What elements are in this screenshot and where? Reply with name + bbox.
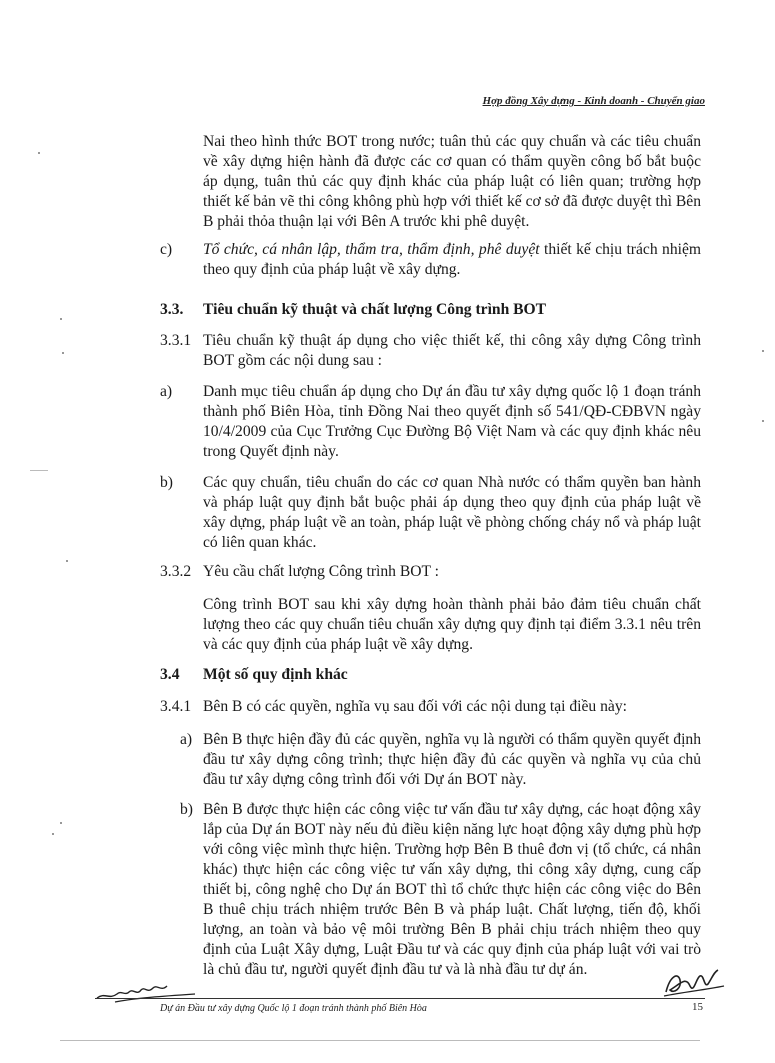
footer-project-name: Dự án Đầu tư xây dựng Quốc lộ 1 đoạn tránh thành phố Biên Hòa: [160, 1003, 427, 1014]
scan-speck: [60, 822, 62, 824]
subsection-3-3-2-number: 3.3.2: [160, 563, 192, 580]
initials-signature-right: [660, 966, 730, 1000]
scan-speck: [762, 350, 764, 352]
item-b1-label: b): [160, 474, 173, 491]
subsection-3-3-1-text: Tiêu chuẩn kỹ thuật áp dụng cho việc thiết kế, thi công xây dựng Công trình BOT gồm các nội dung sau :: [203, 332, 701, 369]
item-c-rest: thiết kế chịu trách nhiệm theo quy định của pháp luật về xây dựng.: [203, 241, 701, 278]
scan-speck: [60, 318, 62, 320]
item-c-italic: Tổ chức, cá nhân lập, thẩm tra, thẩm định, phê duyệt: [203, 241, 540, 258]
section-3-3-number: 3.3.: [160, 301, 184, 318]
subsection-3-3-1-number: 3.3.1: [160, 332, 192, 349]
section-3-4-number: 3.4: [160, 666, 180, 683]
scan-speck: [66, 560, 68, 562]
scan-mark: [30, 470, 48, 471]
section-3-3-title: Tiêu chuẩn kỹ thuật và chất lượng Công trình BOT: [203, 301, 547, 318]
item-c-label: c): [160, 241, 173, 258]
scan-speck: [62, 352, 64, 354]
item-a1-text: Danh mục tiêu chuẩn áp dụng cho Dự án đầu tư xây dựng quốc lộ 1 đoạn tránh thành phố Biên Hòa, tỉnh Đồng Nai theo quyết định số 541/QĐ-CĐBVN ngày 10/4/2009 của Cục Trưởng Cục Đường Bộ Việt Nam và các quy định khác nêu trong Quyết định này.: [203, 383, 701, 460]
subsection-3-4-1-text: Bên B có các quyền, nghĩa vụ sau đối với các nội dung tại điều này:: [203, 698, 627, 715]
page-number: 15: [692, 1001, 703, 1013]
section-3-4-title: Một số quy định khác: [203, 666, 348, 683]
initials-signature-left: [95, 978, 205, 1004]
footer-rule: [95, 998, 705, 999]
scan-edge-line: [60, 1040, 700, 1041]
item-c-text: [203, 240, 701, 280]
item-a2-label: a): [180, 731, 193, 748]
scan-speck: [762, 420, 764, 422]
subsection-3-3-2-text: Yêu cầu chất lượng Công trình BOT :: [203, 563, 439, 580]
intro-paragraph: Nai theo hình thức BOT trong nước; tuân thủ các quy chuẩn và các tiêu chuẩn về xây dựng hiện hành đã được các cơ quan có thẩm quyền công bố bắt buộc áp dụng, tuân thủ các quy định khác của pháp luật có liên quan; trường hợp thiết kế bản vẽ thi công không phù hợp với thiết kế cơ sở đã được duyệt thì Bên B phải thỏa thuận lại với Bên A trước khi phê duyệt.: [203, 133, 701, 230]
subsection-3-4-1-number: 3.4.1: [160, 698, 192, 715]
scan-speck: [38, 152, 40, 154]
item-b2-text: Bên B được thực hiện các công việc tư vấn đầu tư xây dựng, các hoạt động xây lắp của Dự án BOT này nếu đủ điều kiện năng lực hoạt động xây dựng phù hợp với công việc mình thực hiện. Trường hợp Bên B thuê đơn vị (tổ chức, cá nhân khác) thực hiện các công việc tư vấn xây dựng, thi công xây dựng, cung cấp thiết bị, công nghệ cho Dự án BOT thì tổ chức thực hiện các công việc do Bên B thuê chịu trách nhiệm trước Bên B và pháp luật. Chất lượng, tiến độ, khối lượng, an toàn và bảo vệ môi trường Bên B phải chịu trách nhiệm theo quy định của Luật Xây dựng, Luật Đầu tư và các quy định của pháp luật với vai trò là chủ đầu tư, người quyết định đầu tư và là nhà đầu tư dự án.: [203, 801, 701, 978]
item-a1-label: a): [160, 383, 173, 400]
item-a2-text: Bên B thực hiện đầy đủ các quyền, nghĩa vụ là người có thẩm quyền quyết định đầu tư xây dựng công trình; thực hiện đầy đủ các quyền và nghĩa vụ của chủ đầu tư xây dựng công trình đối với Dự án BOT này.: [203, 731, 701, 788]
item-b2-label: b): [180, 801, 193, 818]
running-header: Hợp đồng Xây dựng - Kinh doanh - Chuyển giao: [482, 95, 705, 107]
item-b1-text: Các quy chuẩn, tiêu chuẩn do các cơ quan Nhà nước có thẩm quyền ban hành và pháp luật quy định bắt buộc phải áp dụng theo quy định của pháp luật về xây dựng, pháp luật về an toàn, pháp luật về phòng chống cháy nổ và pháp luật có liên quan khác.: [203, 474, 701, 551]
paragraph-3-3-2: Công trình BOT sau khi xây dựng hoàn thành phải bảo đảm tiêu chuẩn chất lượng theo các quy chuẩn tiêu chuẩn xây dựng quy định tại điểm 3.3.1 nêu trên và các quy định của pháp luật về xây dựng.: [203, 596, 701, 653]
scan-speck: [52, 833, 54, 835]
